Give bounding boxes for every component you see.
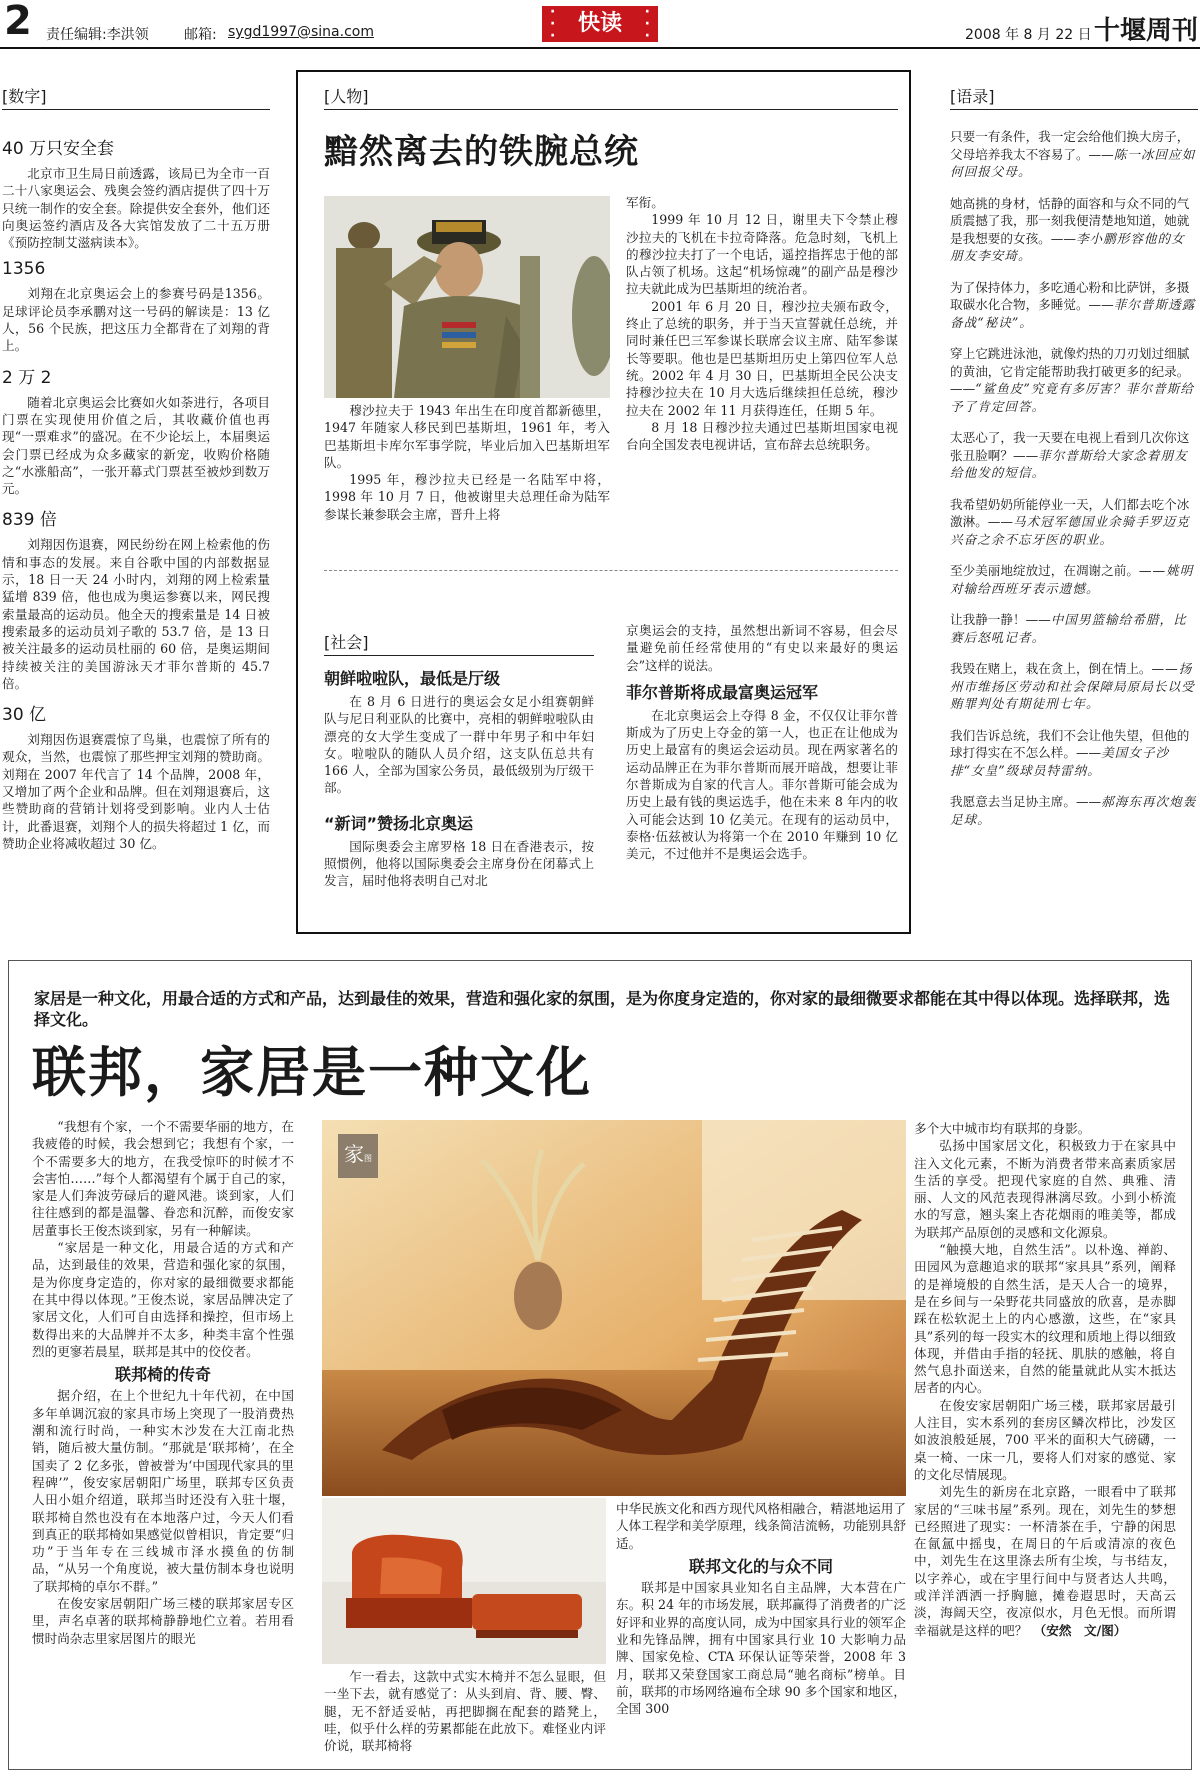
people-right-para-1: 1999 年 10 月 12 日，谢里夫下令禁止穆沙拉夫的飞机在卡拉奇降落。危急时刻，飞机上的穆沙拉夫打了一个电话，遥控指挥忠于他的部队占领了机场。这起“机场惊魂”的副产品是穆沙拉夫就此成为巴基斯坦的统治者。 [626, 212, 898, 297]
quote-text: 我希望奶奶所能停业一天，人们都去吃个冰激淋。—— [950, 496, 1190, 529]
people-right-para-2: 2001 年 6 月 20 日，穆沙拉夫颁布政令，终止了总统的职务，并于当天宣誓就任总统，并同时兼任巴三军参谋长联席会议主席、陆军参谋长等要职。他也是巴基斯坦历史上第四位军人总统。2002 年 4 月 30 日，巴基斯坦全民公决支持穆沙拉夫在 10 月大选后继续担任总统，穆沙拉夫在 2002 年 11 月获得连任，任期 5 年。 [626, 298, 898, 418]
quote-item [950, 496, 1198, 549]
quote-text: 让我静一静！—— [950, 612, 1051, 627]
email-label: 邮箱: [184, 27, 217, 43]
society-item-1-body: 在 8 月 6 日进行的奥运会女足小组赛朝鲜队与尼日利亚队的比赛中，亮相的朝鲜啦啦队由漂亮的女大学生变成了一群中年男子和中年妇女。啦啦队的随队人员介绍，这支队伍总共有 166 人，全部为国家公务员，最低级别为厅级干部。 [324, 694, 594, 796]
quote-source: 中国男篮输给希腊，比赛后怒吼记者。 [950, 612, 1187, 645]
ad-col1-para-2: “家居是一种文化，用最合适的方式和产品，达到最佳的效果，营造和强化家的氛围，是为你度身定造的，你对家的最细微要求都能在其中得以体现。”王俊杰说，家居品牌决定了家居文化，人们可自由选择和操控，但市场上数得出来的大品牌并不太多，种类丰富个性强烈的更寥若晨星，联邦是其中的佼佼者。 [32, 1240, 294, 1359]
ad-col3-subhead: 联邦文化的与众不同 [688, 1556, 833, 1576]
society-tag: [社会] [324, 630, 594, 656]
ad-main-photo [322, 1120, 906, 1496]
people-right-text [626, 194, 898, 453]
quote-source: ——扬州市维扬区劳动和社会保障局原局长以受贿罪判处有期徒刑七年。 [950, 661, 1195, 711]
ad-col4-para-1: 多个大中城市均有联邦的身影。 [914, 1121, 1091, 1136]
people-headline: 黯然离去的铁腕总统 [324, 132, 639, 172]
number-item-title: 30 亿 [2, 705, 47, 726]
quote-text: 只要一有条件，我一定会给他们换大房子，父母培养我太不容易了。—— [950, 129, 1190, 162]
quote-item [950, 345, 1198, 415]
ad-photo-badge [338, 1134, 378, 1178]
page-number: 2 [4, 0, 32, 44]
ad-col4-para-4: 在俊安家居朝阳广场三楼，联邦家居最引人注目，实木系列的套房区鳞次栉比，沙发区如波浪般延展，700 平米的面积大气磅礴，一桌一椅、一床一几，要将人们对家的感觉、家的文化尽情展现。 [914, 1397, 1176, 1482]
badge-dots-left: · · · [550, 4, 556, 44]
quote-item [950, 429, 1198, 482]
number-item-title: 2 万 2 [2, 367, 52, 388]
quote-item [950, 279, 1198, 332]
number-item-body: 刘翔因伤退赛震惊了鸟巢，也震惊了所有的观众，当然，也震惊了那些押宝刘翔的赞助商。刘翔在 2007 年代言了 14 个品牌，2008 年，又增加了两个企业和品牌。但在刘翔退赛后，这些赞助商的营销计划将受到影响。业内人士估计，此番退赛，刘翔个人的损失将超过 1 亿，而赞助企业将减收超过 30 亿。 [2, 732, 270, 851]
ad-photo-badge-label: 家 [344, 1142, 364, 1166]
quote-source: 菲尔普斯给大家念着朋友给他发的短信。 [950, 447, 1188, 480]
society-item-2-title: “新词”赞扬北京奥运 [324, 813, 474, 833]
ad-col-3 [616, 1500, 906, 1718]
quote-text: 至少美丽地绽放过，在凋谢之前。 [950, 563, 1139, 578]
quote-text: 我们告诉总统，我们不会让他失望，但他的球打得实在不怎么样。—— [950, 727, 1190, 760]
society-section [324, 630, 594, 890]
quote-source: 美国女子沙排“女皇”级球员特雷纳。 [950, 745, 1170, 778]
quotes-list [950, 128, 1198, 828]
society-item-1-title: 朝鲜啦啦队，最低是厅级 [324, 669, 501, 688]
ad-col4-para-2: 弘扬中国家居文化，积极致力于在家具中注入文化元素，不断为消费者带来高素质家居生活的享受。把现代家庭的自然、典雅、清丽、人文的风范表现得淋漓尽致。小到小桥流水的写意，翘头案上杏花烟雨的唯美等，都成为联邦产品原创的灵感和文化源泉。 [914, 1138, 1176, 1240]
quote-source: “鲨鱼皮”究竟有多厉害？菲尔普斯给予了肯定回答。 [950, 381, 1194, 414]
numbers-column [2, 84, 270, 852]
editor-email-link[interactable]: sygd1997@sina.com [228, 24, 374, 40]
number-item-body: 北京市卫生局日前透露，该局已为全市一百二十八家奥运会、残奥会签约酒店提供了四十万只统一制作的安全套。除提供安全套外，他们还向奥运签约酒店及各大宾馆发放了二十五万册《预防控制艾滋病读本》。 [2, 166, 270, 251]
paper-name: 十堰周刊 [1094, 16, 1199, 46]
phelps-title: 菲尔普斯将成最富奥运冠军 [626, 682, 819, 702]
quote-source: ——姚明对输给西班牙表示遗憾。 [950, 563, 1194, 596]
issue-date: 2008 年 8 月 22 日 [965, 27, 1092, 43]
quote-item [950, 793, 1198, 828]
quotes-column [950, 84, 1198, 828]
section-divider [324, 570, 898, 571]
quote-item [950, 195, 1198, 265]
section-badge [542, 6, 658, 42]
quotes-tag: [语录] [950, 84, 1198, 110]
ad-col2-bottom-para: 乍一看去，这款中式实木椅并不怎么显眼，但一坐下去，就有感觉了：从头到肩、背、腰、臀、腿，无不舒适妥帖，再把脚搁在配套的踏凳上，哇，似乎什么样的劳累都能在此放下。难怪业内评价说，联邦椅将 [324, 1669, 606, 1754]
quote-source: 李小鹏形容他的女朋友李安琦。 [950, 230, 1185, 263]
people-left-para-1: 穆沙拉夫于 1943 年出生在印度首都新德里，1947 年随家人移民到巴基斯坦，1961 年，考入巴基斯坦卡库尔军事学院，毕业后加入巴基斯坦军队。 [324, 403, 610, 470]
musharraf-saluting-image [324, 196, 610, 398]
society-right-lead: 京奥运会的支持，虽然想出新词不容易，但会尽量避免前任经常使用的“有史以来最好的奥运会”这样的说法。 [626, 623, 898, 673]
quote-text: 穿上它跳进泳池，就像灼热的刀刃划过细腻的黄油，它肯定能帮助我打破更多的纪录。—— [950, 346, 1190, 396]
header-rule [0, 47, 1200, 49]
people-left-para-2: 1995 年，穆沙拉夫已经是一名陆军中将，1998 年 10 月 7 日，他被谢里夫总理任命为陆军参谋长兼参联会主席，晋升上将 [324, 472, 610, 522]
quote-item [950, 128, 1198, 181]
ad-col4-para-5-text: 刘先生的新房在北京路，一眼看中了联邦家居的“三味书屋”系列。现在，刘先生的梦想已经照进了现实：一杯清茶在手，宁静的闲思在氤氲中摇曳，在周日的午后或清凉的夜色中，刘先生在这里涤去所有尘埃，与书结友，以字养心，或在宇里行间中与贤者达人共鸣，或洋洋洒洒一抒胸臆，摊卷遐思时，天高云淡，海阔天空，夜凉似水，月色无恨。而所谓幸福就是这样的吧？ [914, 1484, 1176, 1638]
numbers-tag: [数字] [2, 84, 270, 110]
phelps-body: 在北京奥运会上夺得 8 金，不仅仅让菲尔普斯成为了历史上夺金的第一人，也正在让他成为历史上最富有的奥运会运动员。现在两家著名的运动品牌正在为菲尔普斯而展开暗战，想要让菲尔普斯成为自家的代言人。菲尔普斯可能会成为历史上最有钱的奥运选手，他在未来 8 年内的收入可能会达到 10 亿美元。在现有的运动员中，泰格·伍兹被认为将第一个在 2010 年赚到 10 亿美元，不过他并不是奥运会选手。 [626, 707, 898, 862]
society-item-2-body: 国际奥委会主席罗格 18 日在香港表示，按照惯例，他将以国际奥委会主席身份在闭幕式上发言，届时他将表明自己对北 [324, 838, 594, 889]
ad-photo-badge-sub: 图 [364, 1154, 372, 1163]
number-item-title: 40 万只安全套 [2, 139, 115, 159]
people-section [324, 84, 898, 173]
page-header [0, 0, 1200, 48]
numbers-list [2, 134, 270, 852]
people-right-lead: 军衔。 [626, 195, 664, 210]
quote-source: 菲尔普斯透露备战“秘诀”。 [950, 297, 1196, 330]
ad-col4-para-3: “触摸大地，自然生活”。以朴逸、禅韵、田园风为意趣追求的联邦“家具具”系列，阐释的是禅境般的自然生活，是天人合一的境界，是在乡间与一朵野花共同盛放的欣喜，是赤脚踩在松软泥土上的内心感激，这些，在“家具具”系列的每一段实木的纹理和质地上得以细致体现，并借由手指的轻抚、肌肤的感触，将自然气息扑面送来，自然的能量就此从实木抵达居者的内心。 [914, 1242, 1176, 1396]
ad-col3-top: 中华民族文化和西方现代风格相融合，精湛地运用了人体工程学和美学原理，线条简洁流畅，功能别具舒适。 [616, 1501, 906, 1551]
quote-text: 我毁在赌上，栽在贪上，倒在情上。 [950, 661, 1152, 676]
quote-text: 太恶心了，我一天要在电视上看到几次你这张丑脸啊？—— [950, 430, 1190, 463]
people-tag: [人物] [324, 84, 898, 110]
quote-item [950, 562, 1198, 597]
quote-text: 我愿意去当足协主席。—— [950, 794, 1102, 809]
section-badge-label: 快读 [577, 11, 622, 36]
orange-sofa-image [322, 1498, 606, 1664]
quote-text: 为了保持体力，多吃通心粉和比萨饼，多摄取碳水化合物，多睡觉。—— [950, 279, 1190, 312]
ad-col1-para-1: “我想有个家，一个不需要华丽的地方，在我疲倦的时候，我会想到它；我想有个家，一个不需要多大的地方，在我受惊吓的时候才不会害怕……”每个人都渴望有个属于自己的家，家是人们奔波劳碌后的避风港。谈到家，人们往往感到的都是温馨、眷恋和沉醉，而俊安家居董事长王俊杰谈到家，另有一种解读。 [32, 1119, 294, 1238]
society-right [626, 622, 898, 863]
people-left-text [324, 402, 610, 523]
ad-col1-para-3: 据介绍，在上个世纪九十年代初，在中国多年单调沉寂的家具市场上突现了一股消费热潮和流行时尚，一种实木沙发在大江南北热销，随后被大量仿制。“那就是‘联邦椅’，在全国卖了 2 亿多张，曾被誉为‘中国现代家具的里程碑’”，俊安家居朝阳广场里，联邦专区负责人田小姐介绍道，联邦当时还没有入驻十堰，联邦椅自然也没有在本地落户过，今天人们看到真正的联邦椅如果感觉似曾相识，肯定要“归功”于当年专在三线城市泽水摸鱼的仿制品，“从另一个角度说，被大量仿制本身也说明了联邦椅的卓尔不群。” [32, 1388, 294, 1594]
quote-item [950, 611, 1198, 646]
number-item-title: 1356 [2, 259, 46, 280]
ad-col-2-bottom [324, 1668, 606, 1754]
people-right-para-3: 8 月 18 日穆沙拉夫通过巴基斯坦国家电视台向全国发表电视讲话，宣布辞去总统职务。 [626, 419, 898, 453]
ad-intro: 家居是一种文化，用最合适的方式和产品，达到最佳的效果，营造和强化家的氛围，是为你度身定造的，你对家的最细微要求都能在其中得以体现。选择联邦，选择文化。 [34, 989, 1171, 1029]
quote-item [950, 660, 1198, 713]
ad-sofa-photo [322, 1498, 606, 1664]
ad-byline: （安然 文/图） [1039, 1622, 1127, 1638]
number-item-title: 839 倍 [2, 510, 57, 531]
ad-col1-para-4: 在俊安家居朝阳广场三楼的联邦家居专区里，声名卓著的联邦椅静静地伫立着。若用看惯时尚杂志里家居图片的眼光 [32, 1596, 294, 1646]
number-item-body: 随着北京奥运会比赛如火如荼进行，各项目门票在实现使用价值之后，其收藏价值也再现“一票难求”的盛况。在不少论坛上，本届奥运会门票已经成为众多藏家的新宠，收购价格随之“水涨船高”，一张开幕式门票甚至被炒到数万元。 [2, 394, 270, 497]
badge-dots-right: · · · [644, 4, 650, 44]
musharraf-photo [324, 196, 610, 398]
ad-title: 联邦，家居是一种文化 [32, 1040, 592, 1104]
ad-col3-body: 联邦是中国家具业知名自主品牌，大本营在广东。积 24 年的市场发展，联邦赢得了消费者的广泛好评和业界的高度认同，成为中国家具行业的领军企业和先锋品牌，拥有中国家具行业 10 大影响力品牌、国家免检、CTA 环保认证等荣誉，2008 年 3 月，联邦又荣登国家工商总局“驰名商标”榜单。目前，联邦的市场网络遍布全球 90 多个国家和地区，全国 300 [616, 1580, 906, 1717]
editor-credit: 责任编辑:李洪领 [46, 27, 149, 43]
ad-col-1 [32, 1118, 294, 1647]
quote-source: 陈一冰回应如何回报父母。 [950, 146, 1196, 179]
ad-col4-para-5 [914, 1483, 1176, 1639]
quote-source: 马术冠军德国业余骑手罗迈克兴奋之余不忘牙医的职业。 [950, 514, 1190, 547]
ad-col1-subhead: 联邦椅的传奇 [114, 1365, 211, 1385]
number-item-body: 刘翔因伤退赛，网民纷纷在网上检索他的伤情和事态的发展。来自谷歌中国的内部数据显示，18 日一天 24 小时内，刘翔的网上检索量猛增 839 倍，他也成为奥运参赛以来，网民搜索量最高的运动员。他全天的搜索量是 14 日被搜索最多的运动员刘子歌的 53.7 倍，是 13 日被关注最多的运动员杜丽的 60 倍，是奥运期间持续被关注的美国游泳天才菲尔普斯的 45.7 倍。 [2, 537, 270, 691]
quote-text: 她高挑的身材，恬静的面容和与众不同的气质震撼了我，那一刻我便清楚地知道，她就是我想要的女孩。—— [950, 195, 1190, 246]
quote-item [950, 727, 1198, 780]
quote-source: 郝海东再次炮轰足球。 [950, 794, 1197, 827]
ad-col-4 [914, 1120, 1176, 1639]
wooden-lounge-chair-image [322, 1120, 906, 1496]
number-item-body: 刘翔在北京奥运会上的参赛号码是1356。足球评论员李承鹏对这一号码的解读是：13 亿人，56 个民族，把这压力全都背在了刘翔的背上。 [2, 286, 270, 354]
